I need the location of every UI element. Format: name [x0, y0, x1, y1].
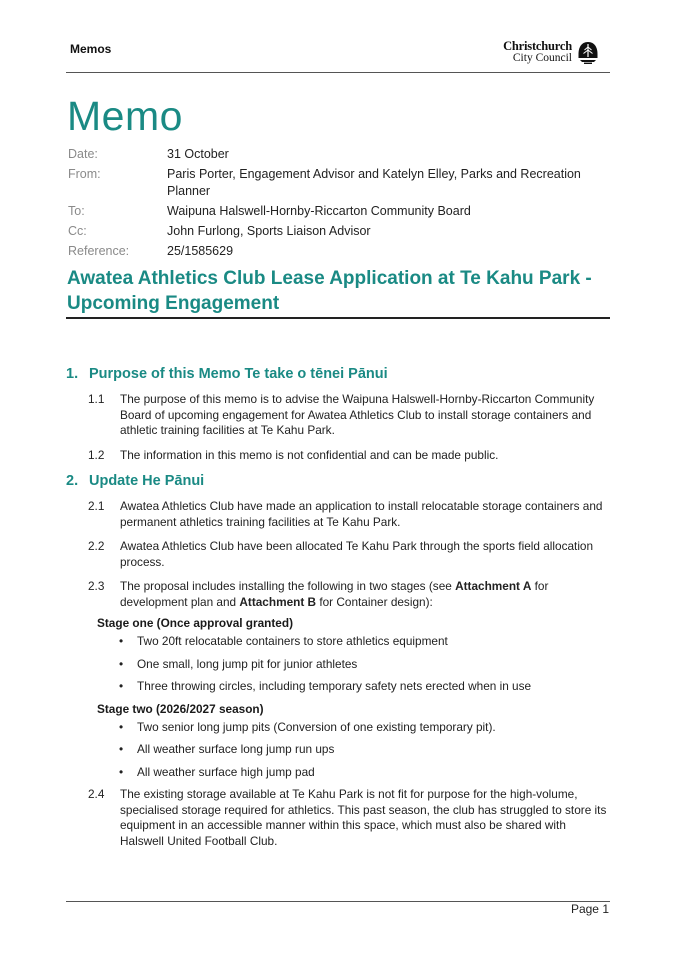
memo-heading: Awatea Athletics Club Lease Application at Te Kahu Park - Upcoming Engagement [67, 268, 592, 314]
meta-label: To: [68, 204, 85, 218]
section-title-text: Update He Pānui [89, 473, 205, 489]
paragraph-1-1 [88, 392, 612, 439]
list-item: • Two 20ft relocatable containers to store athletics equipment [66, 634, 612, 649]
fern-bell-icon [576, 41, 600, 65]
meta-row-cc [68, 223, 608, 240]
meta-row-to [68, 203, 608, 220]
memo-title: Memo [67, 93, 183, 139]
paragraph-number: 2.4 [88, 787, 105, 801]
meta-label: Date: [68, 147, 98, 161]
paragraph-number: 1.1 [88, 392, 105, 406]
stage-one-label: Stage one (Once approval granted) [97, 616, 293, 630]
paragraph-text-part: for development plan and [120, 579, 549, 609]
list-item: • Two senior long jump pits (Conversion of one existing temporary pit). [66, 720, 612, 735]
paragraph-2-4 [88, 787, 612, 849]
heading-rule [66, 317, 610, 319]
memo-body [66, 365, 612, 858]
list-item: • Three throwing circles, including temporary safety nets erected when in use [66, 679, 612, 694]
paragraph-text-part: The proposal includes installing the following in two stages (see [120, 579, 456, 593]
section-number: 2. [66, 473, 79, 489]
meta-value: John Furlong, Sports Liaison Advisor [167, 224, 371, 238]
paragraph-number: 1.2 [88, 447, 105, 462]
section-title [66, 365, 612, 384]
paragraph-2-1 [88, 499, 612, 530]
meta-value: 31 October [167, 147, 229, 161]
meta-value: Waipuna Halswell-Hornby-Riccarton Community Board [167, 204, 471, 218]
section-title [66, 472, 612, 491]
section-number: 1. [66, 366, 79, 382]
paragraph-text-part: for Container design): [316, 594, 433, 609]
stage-two-label: Stage two (2026/2027 season) [97, 701, 264, 716]
paragraph-text: Awatea Athletics Club have been allocated Te Kahu Park through the sports field allocation process. [120, 539, 594, 569]
paragraph-text: The information in this memo is not confidential and can be made public. [120, 447, 499, 462]
meta-label: Reference: [68, 244, 130, 258]
paragraph-2-2 [88, 539, 612, 570]
list-item: • One small, long jump pit for junior athletes [66, 657, 612, 672]
paragraph-number: 2.3 [88, 579, 105, 593]
list-item: • All weather surface long jump run ups [66, 742, 612, 757]
attachment-b-reference: Attachment B [239, 594, 317, 609]
meta-row-reference [68, 243, 608, 260]
paragraph-number: 2.1 [88, 499, 105, 513]
meta-label: Cc: [68, 224, 87, 238]
council-logo [494, 40, 604, 68]
meta-row-from [68, 166, 608, 200]
section-purpose [66, 365, 612, 463]
meta-value: Paris Porter, Engagement Advisor and Katelyn Elley, Parks and Recreation Planner [167, 167, 581, 198]
meta-row-date [68, 146, 608, 163]
page-number: Page 1 [570, 902, 609, 916]
list-item: • All weather surface high jump pad [66, 765, 612, 780]
section-title-text: Purpose of this Memo Te take o tēnei Pānui [89, 366, 388, 382]
logo-line-2: City Council [512, 52, 572, 64]
stage-one-list [66, 634, 612, 694]
logo-line-1: Christchurch [503, 39, 572, 53]
paragraph-text: Awatea Athletics Club have made an application to install relocatable storage containers and permanent athletics training facilities at Te Kahu Park. [120, 499, 603, 529]
attachment-a-reference: Attachment A [455, 579, 532, 593]
meta-value: 25/1585629 [167, 244, 234, 258]
paragraph-2-3 [88, 579, 612, 610]
paragraph-text: The purpose of this memo is to advise the Waipuna Halswell-Hornby-Riccarton Community Board of upcoming engagement for Awatea Athletics Club to install storage containers and athletic training facilities at Te Kahu Park. [120, 392, 595, 437]
paragraph-text: The existing storage available at Te Kahu Park is not fit for purpose for the high-volume, specialised storage required for athletics. This past season, the club has struggled to store its equipment in an accessible manner within this space, which must also be shared with Halswell United Football Club. [120, 787, 607, 848]
memo-details [68, 146, 608, 263]
stage-two-list [66, 720, 612, 780]
footer-rule [66, 901, 610, 902]
header-rule [66, 72, 610, 73]
meta-label: From: [68, 167, 101, 181]
paragraph-1-2 [88, 448, 612, 464]
header-label: Memos [70, 42, 112, 56]
section-update [66, 472, 612, 849]
paragraph-text [120, 579, 612, 610]
paragraph-number: 2.2 [88, 539, 105, 553]
